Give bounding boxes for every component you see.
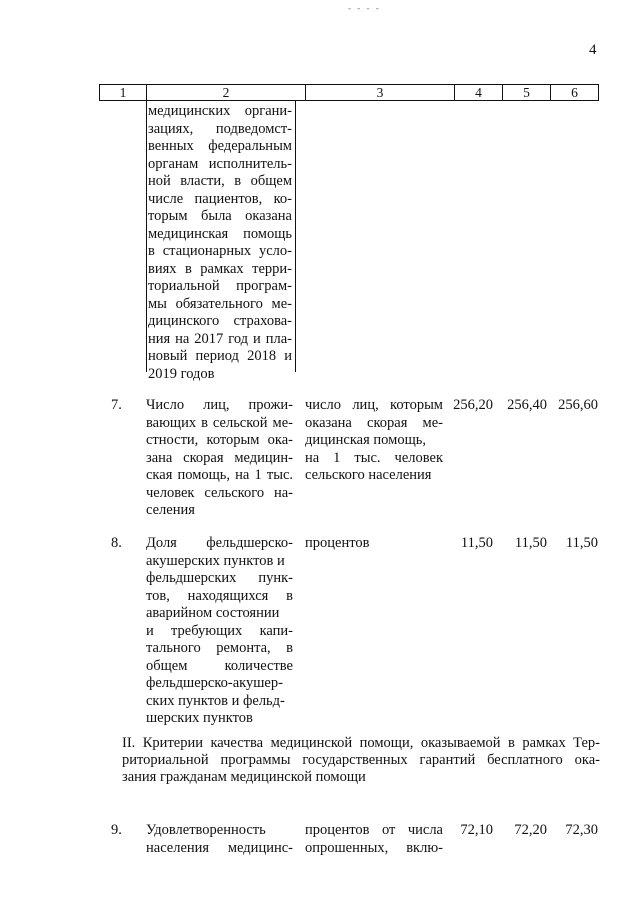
text-line: ной власти, в общем bbox=[148, 173, 292, 189]
value-2019: 72,30 bbox=[565, 822, 598, 838]
row-number: 8. bbox=[111, 535, 122, 551]
value-2019: 256,60 bbox=[558, 397, 598, 413]
text-line: селения bbox=[146, 502, 195, 518]
text-line: зана скорая медицин- bbox=[146, 449, 293, 466]
column-header-5: 5 bbox=[503, 85, 551, 100]
text-line: фельдшерских пунк- bbox=[146, 570, 293, 586]
value-2018: 256,40 bbox=[507, 397, 547, 413]
text-line: виях в рамках терри- bbox=[148, 260, 292, 277]
text-line: новый период 2018 и bbox=[148, 348, 292, 364]
text-line: числе пациентов, ко- bbox=[148, 190, 292, 207]
text-line: 2019 годов bbox=[148, 365, 215, 382]
text-line: вающих в сельской ме- bbox=[146, 414, 293, 431]
column-header-1: 1 bbox=[100, 85, 147, 100]
text-line: шерских пунктов bbox=[146, 710, 253, 726]
indicator-name-cell bbox=[146, 822, 293, 857]
text-line: оказана скорая ме- bbox=[305, 414, 443, 431]
text-line: Удовлетворенность bbox=[146, 822, 266, 838]
text-line: общем количестве bbox=[146, 657, 293, 674]
value-2018: 11,50 bbox=[514, 535, 547, 551]
column-border-right bbox=[295, 100, 296, 372]
page-number: 4 bbox=[589, 42, 597, 58]
text-line: дицинского страхова- bbox=[148, 313, 292, 329]
text-line: акушерских пунктов и bbox=[146, 552, 285, 569]
text-line: процентов от числа bbox=[305, 822, 443, 838]
text-line: ния на 2017 год и пла- bbox=[148, 330, 292, 347]
table-header-row bbox=[99, 84, 599, 101]
text-line: тов, находящихся в bbox=[146, 587, 293, 604]
continuation-cell bbox=[148, 103, 292, 383]
text-line: человек сельского на- bbox=[146, 484, 293, 501]
text-line: стности, которым ока- bbox=[146, 432, 293, 448]
row-number: 7. bbox=[111, 397, 122, 413]
unit-cell bbox=[305, 822, 443, 857]
value-2018: 72,20 bbox=[514, 822, 547, 838]
text-line: медицинская помощь bbox=[148, 225, 292, 242]
text-line: органам исполнитель- bbox=[148, 155, 292, 172]
text-line: сельского населения bbox=[305, 467, 432, 483]
column-header-3: 3 bbox=[306, 85, 455, 100]
value-2017: 256,20 bbox=[453, 397, 493, 413]
text-line: дицинская помощь, bbox=[305, 432, 426, 448]
text-line: мы обязательного ме- bbox=[148, 295, 292, 312]
column-header-6: 6 bbox=[571, 85, 578, 100]
scan-marks: - - - - bbox=[348, 3, 381, 13]
column-header-2: 2 bbox=[147, 85, 306, 100]
text-line: венных федеральным bbox=[148, 138, 292, 154]
text-line: число лиц, которым bbox=[305, 397, 443, 413]
text-line: и требующих капи- bbox=[146, 622, 293, 639]
text-line: медицинских органи- bbox=[148, 103, 292, 119]
value-2017: 72,10 bbox=[460, 822, 493, 838]
indicator-name-cell bbox=[146, 535, 293, 728]
unit-cell bbox=[305, 535, 443, 553]
text-line: тального ремонта, в bbox=[146, 640, 293, 656]
text-line: торым была оказана bbox=[148, 208, 292, 224]
unit-cell bbox=[305, 397, 443, 485]
text-line: фельдшерско-акушер- bbox=[146, 675, 283, 691]
section-title bbox=[122, 735, 600, 786]
text-line: II. Критерии качества медицинской помощи, оказываемой в рамках Тер- bbox=[122, 735, 600, 751]
text-line: процентов bbox=[305, 535, 370, 551]
text-line: аварийном состоянии bbox=[146, 605, 280, 621]
text-line: ториальной програм- bbox=[148, 278, 292, 294]
text-line: опрошенных, вклю- bbox=[305, 839, 443, 856]
text-line: ская помощь, на 1 тыс. bbox=[146, 467, 293, 483]
text-line: населения медицинс- bbox=[146, 839, 293, 856]
text-line: на 1 тыс. человек bbox=[305, 449, 443, 466]
text-line: зациях, подведомст- bbox=[148, 120, 292, 137]
column-border-left bbox=[146, 100, 147, 372]
text-line: ских пунктов и фельд- bbox=[146, 692, 285, 709]
column-header-4: 4 bbox=[455, 85, 503, 100]
text-line: Доля фельдшерско- bbox=[146, 535, 293, 551]
row-number: 9. bbox=[111, 822, 122, 838]
text-line: риториальной программы государственных гарантий бесплатного ока- bbox=[122, 752, 600, 768]
text-line: Число лиц, прожи- bbox=[146, 397, 293, 413]
indicator-name-cell bbox=[146, 397, 293, 520]
text-line: зания гражданам медицинской помощи bbox=[122, 769, 366, 785]
value-2017: 11,50 bbox=[460, 535, 493, 551]
text-line: в стационарных усло- bbox=[148, 243, 292, 259]
value-2019: 11,50 bbox=[565, 535, 598, 551]
